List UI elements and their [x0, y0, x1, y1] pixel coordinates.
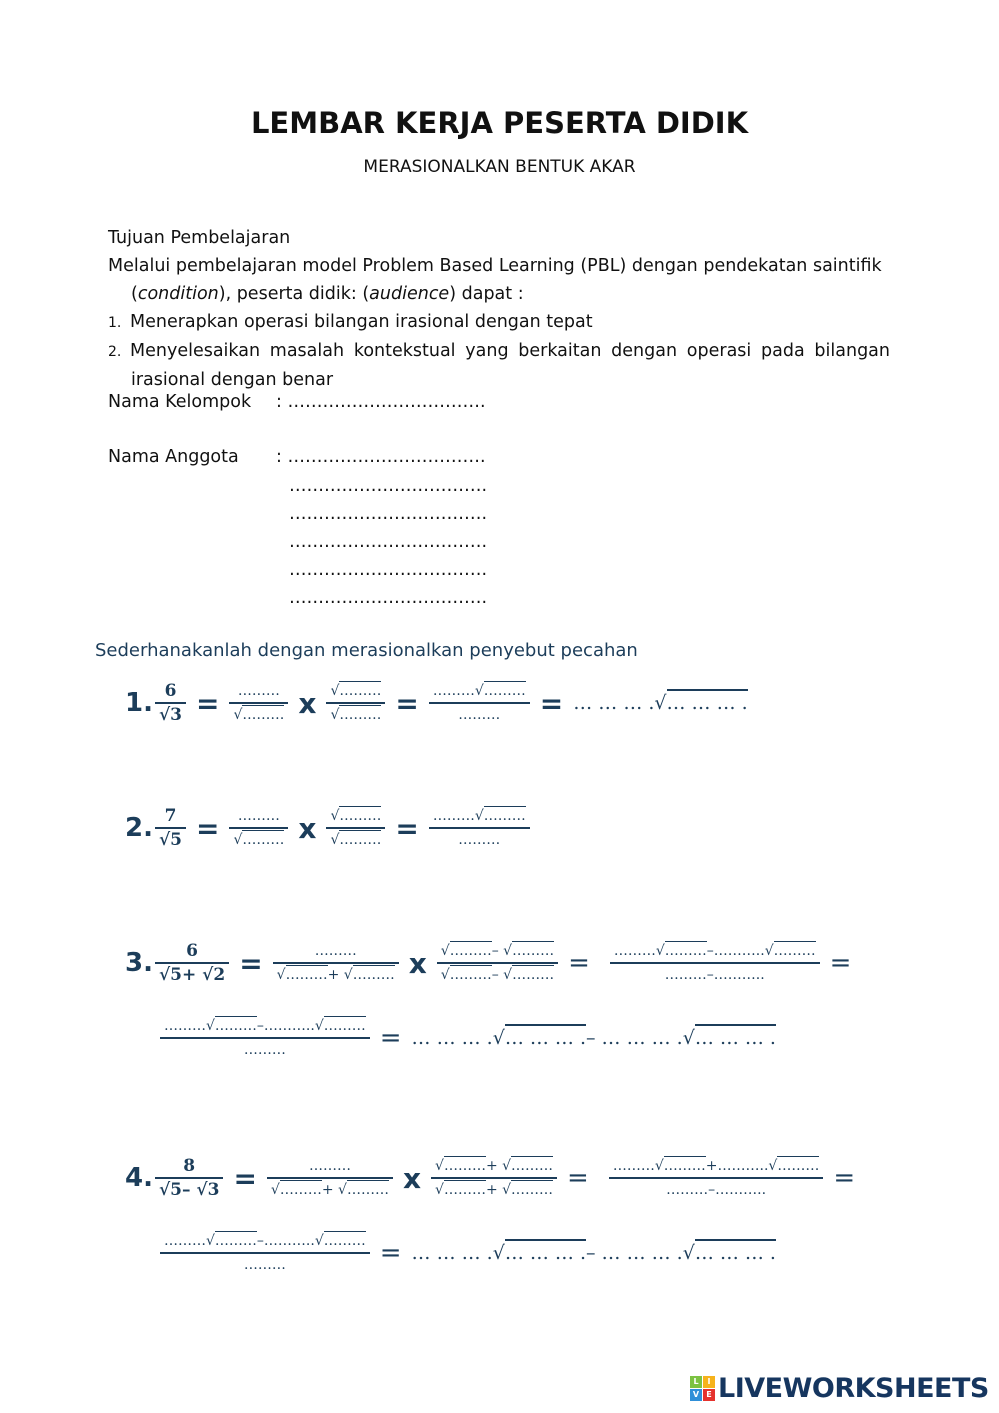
item-number: 2.	[108, 344, 122, 360]
answer-blank: ……..	[277, 1233, 315, 1249]
result-fraction[interactable]	[429, 680, 530, 726]
answer-blank: ………	[164, 1018, 206, 1034]
math-part	[326, 704, 385, 726]
problem-1	[125, 680, 748, 726]
text: ) dapat :	[449, 284, 524, 304]
sqrt-symbol: √	[492, 1242, 505, 1264]
equals: =	[196, 811, 220, 845]
problem-2	[125, 805, 530, 851]
blank[interactable]: ………	[242, 707, 285, 723]
math-part: –…	[256, 1233, 278, 1249]
math-part	[326, 680, 385, 702]
equals: =	[233, 1161, 257, 1195]
member-blank[interactable]: …………………………….	[287, 447, 486, 467]
sqrt-symbol: √	[206, 1233, 215, 1249]
sqrt-symbol: √	[682, 1242, 695, 1264]
answer-blank: ………	[352, 967, 395, 983]
objectives-heading: Tujuan Pembelajaran	[108, 228, 291, 248]
objectives	[108, 224, 890, 394]
multiplier-fraction[interactable]	[437, 940, 558, 986]
page-subtitle: MERASIONALKAN BENTUK AKAR	[363, 157, 636, 177]
sqrt-symbol: √	[440, 967, 450, 983]
equals: =	[379, 1023, 402, 1053]
answer-blank: … … … .	[411, 1027, 493, 1049]
sqrt-symbol: √	[314, 1233, 324, 1249]
answer-blank: … … … .	[505, 1024, 586, 1049]
math-part: V	[690, 1389, 702, 1401]
logo-text: LIVEWORKSHEETS	[718, 1373, 989, 1404]
sqrt-symbol: √	[764, 943, 774, 959]
math-part	[326, 805, 385, 827]
sqrt-symbol: √	[503, 943, 513, 959]
blank[interactable]: ………	[237, 683, 280, 699]
answer-blank: ………	[663, 1158, 706, 1174]
times: x	[408, 946, 427, 980]
equals: =	[395, 811, 419, 845]
math-part: 3	[170, 705, 182, 725]
problem-3	[125, 940, 861, 986]
equals: =	[568, 948, 590, 978]
math-part: –	[491, 943, 499, 959]
math-part	[429, 680, 530, 702]
answer-blank: ………	[443, 1182, 486, 1198]
answer-blank: ……..	[727, 967, 765, 983]
equals: =	[395, 686, 419, 720]
math-part: E	[703, 1389, 715, 1401]
answer-blank: ………	[285, 967, 328, 983]
given-fraction	[155, 940, 229, 986]
answer-blank: ………	[483, 808, 526, 824]
math-part	[437, 964, 558, 986]
answer-fraction[interactable]	[273, 940, 399, 986]
sqrt-symbol: √	[158, 965, 171, 985]
objective-item	[108, 308, 890, 337]
math-part	[610, 940, 820, 962]
answer-blank: ………	[432, 808, 475, 824]
sqrt-symbol: √	[330, 808, 340, 824]
answer-blank: ……..	[277, 1018, 315, 1034]
sqrt-symbol: √	[503, 967, 513, 983]
answer-blank: ………	[613, 943, 656, 959]
problem-number: 3.	[125, 948, 153, 978]
times: x	[298, 811, 317, 845]
members-field	[108, 443, 486, 471]
math-part	[437, 940, 558, 962]
simplified-fraction[interactable]	[160, 1230, 370, 1276]
math-part	[273, 964, 399, 986]
math-part	[431, 1179, 557, 1201]
math-part	[229, 829, 288, 851]
item-text: Menerapkan operasi bilangan irasional dengan tepat	[130, 312, 593, 332]
math-part	[326, 829, 385, 851]
result-fraction[interactable]	[610, 940, 820, 986]
answer-blank: ……..	[731, 1158, 769, 1174]
sqrt-symbol: √	[474, 683, 484, 699]
members-label: Nama Anggota	[108, 447, 239, 467]
math-part	[609, 1155, 823, 1177]
final-answer[interactable]	[412, 1242, 776, 1264]
instruction: Sederhanakanlah dengan merasionalkan penyebut pecahan	[95, 640, 638, 661]
final-answer[interactable]	[573, 692, 747, 714]
math-part	[160, 1230, 370, 1252]
answer-blank: ……..	[729, 1182, 767, 1198]
answer-fraction[interactable]	[229, 680, 288, 726]
sqrt-symbol: √	[330, 707, 340, 723]
math-part: +	[485, 1182, 498, 1198]
result-fraction[interactable]	[609, 1155, 823, 1201]
sqrt-symbol: √	[654, 1158, 664, 1174]
final-answer[interactable]	[412, 1027, 776, 1049]
answer-blank: ………	[323, 1233, 366, 1249]
objective-item	[108, 337, 890, 366]
times: x	[298, 686, 317, 720]
given-fraction	[155, 1155, 223, 1201]
problem-number: 1.	[125, 688, 153, 718]
math-part: 3	[207, 1180, 220, 1200]
answer-blank: ………	[443, 1158, 486, 1174]
sqrt-symbol: √	[492, 1027, 505, 1049]
sqrt-symbol: √	[654, 692, 667, 714]
liveworksheets-logo	[690, 1373, 989, 1404]
answer-blank: ………	[511, 1158, 554, 1174]
answer-blank: ………	[237, 808, 280, 824]
problem-4	[125, 1155, 865, 1201]
answer-blank: ………	[777, 1158, 820, 1174]
group-label: Nama Kelompok	[108, 392, 252, 412]
math-part: +	[182, 965, 197, 985]
problem-number: 4.	[125, 1163, 153, 1193]
item-text: Menyelesaikan masalah kontekstual yang berkaitan dengan operasi pada bilangan	[130, 341, 890, 361]
answer-blank: ………	[308, 1158, 351, 1174]
math-part: 8	[183, 1156, 196, 1176]
sqrt-symbol: √	[435, 1158, 444, 1174]
sqrt-symbol: √	[768, 1158, 778, 1174]
equals: =	[833, 1163, 856, 1193]
math-part: 7	[164, 806, 177, 826]
math-part	[155, 829, 186, 851]
math-part	[661, 964, 769, 986]
times: x	[402, 1161, 422, 1195]
answer-blank: ………	[773, 943, 816, 959]
blank[interactable]: ………	[339, 683, 382, 699]
sqrt-symbol: √	[474, 808, 484, 824]
answer-blank: ………	[242, 832, 285, 848]
sqrt-symbol: √	[206, 1018, 215, 1034]
sqrt-symbol: √	[330, 832, 340, 848]
sqrt-symbol: √	[502, 1182, 512, 1198]
text: (	[131, 284, 138, 304]
answer-blank: … … … .	[411, 1242, 493, 1264]
given-fraction	[155, 680, 186, 726]
problem-4-cont	[160, 1230, 776, 1276]
math-part: – … … … .	[586, 1027, 683, 1049]
answer-blank: … … … .	[695, 1239, 776, 1264]
member-blank[interactable]: …………………………….	[289, 588, 488, 608]
blank[interactable]: ………	[432, 683, 475, 699]
math-part	[662, 1179, 770, 1201]
blank[interactable]: ………	[483, 683, 526, 699]
multiplier-fraction[interactable]	[431, 1155, 557, 1201]
equals: =	[379, 1238, 402, 1268]
group-name-field[interactable]	[108, 388, 486, 416]
math-part	[160, 1015, 370, 1037]
colon: :	[276, 447, 282, 467]
sqrt-symbol: √	[158, 830, 171, 850]
math-part: –	[182, 1180, 191, 1200]
answer-fraction[interactable]	[229, 805, 288, 851]
sqrt-symbol: √	[682, 1027, 695, 1049]
answer-blank: … … … .	[573, 692, 655, 714]
answer-blank: … … … .	[695, 1024, 776, 1049]
given-fraction	[155, 805, 186, 851]
item-text-cont: irasional dengan benar	[131, 370, 334, 390]
answer-blank: ……..	[727, 943, 765, 959]
sqrt-symbol: √	[270, 1182, 280, 1198]
member-blank[interactable]: …………………………….	[289, 504, 488, 524]
condition-term: condition	[137, 284, 219, 304]
math-part: 5	[170, 1180, 182, 1200]
member-blank[interactable]: …………………………….	[289, 532, 488, 552]
math-part: L	[690, 1376, 702, 1388]
answer-blank: ………	[164, 1233, 206, 1249]
sqrt-symbol: √	[440, 943, 450, 959]
math-part: –…	[706, 967, 728, 983]
item-number: 1.	[108, 315, 122, 331]
problem-number: 2.	[125, 813, 153, 843]
problem-3-cont	[160, 1015, 776, 1061]
objectives-intro-cont	[108, 280, 890, 308]
sqrt-symbol: √	[158, 705, 171, 725]
answer-blank: ………	[512, 943, 555, 959]
numerator: 6	[164, 681, 177, 701]
sqrt-symbol: √	[655, 943, 665, 959]
blank[interactable]: ………	[339, 707, 382, 723]
answer-blank: ………	[612, 1158, 655, 1174]
sqrt-symbol: √	[330, 683, 340, 699]
math-part	[155, 964, 229, 986]
answer-blank: ………	[214, 1233, 257, 1249]
answer-blank: ………	[664, 943, 707, 959]
blank[interactable]: ………	[458, 707, 501, 723]
logo-icon	[690, 1376, 715, 1401]
result-fraction[interactable]	[429, 805, 530, 851]
math-part	[429, 805, 530, 827]
math-part	[431, 1155, 557, 1177]
answer-blank: ………	[339, 832, 382, 848]
math-part	[229, 704, 288, 726]
answer-blank: ………	[449, 967, 492, 983]
answer-blank: ………	[512, 967, 555, 983]
audience-term: audience	[369, 284, 450, 304]
math-part: I	[703, 1376, 715, 1388]
math-part: +	[485, 1158, 498, 1174]
answer-blank: ………	[339, 808, 382, 824]
answer-blank: ………	[243, 1042, 286, 1058]
math-part: 2	[213, 965, 226, 985]
equals: =	[539, 686, 564, 720]
math-part: 5	[170, 965, 182, 985]
math-part: 6	[186, 941, 198, 961]
answer-blank: ………	[214, 1018, 257, 1034]
member-blanks	[289, 472, 487, 612]
answer-blank: ………	[511, 1182, 554, 1198]
simplified-fraction[interactable]	[160, 1015, 370, 1061]
answer-blank: ………	[449, 943, 492, 959]
answer-blank: ………	[279, 1182, 322, 1198]
math-part	[155, 1179, 223, 1201]
equals: =	[196, 686, 220, 720]
math-part: – … … … .	[586, 1242, 683, 1264]
math-part: –…	[708, 1182, 730, 1198]
answer-blank: … … … .	[667, 689, 748, 714]
math-part: –…	[706, 943, 728, 959]
sqrt-symbol: √	[314, 1018, 324, 1034]
denominator	[155, 704, 186, 726]
sqrt-symbol: √	[435, 1182, 444, 1198]
sqrt-symbol: √	[338, 1182, 347, 1198]
equals: =	[567, 1163, 589, 1193]
multiplier-fraction[interactable]	[326, 805, 385, 851]
math-part	[267, 1179, 393, 1201]
group-blank[interactable]: …………………………….	[287, 392, 486, 412]
multiplier-fraction[interactable]	[326, 680, 385, 726]
sqrt-symbol: √	[196, 1180, 208, 1200]
colon: :	[276, 392, 282, 412]
sqrt-symbol: √	[502, 1158, 512, 1174]
math-part: –…	[256, 1018, 278, 1034]
equals: =	[829, 948, 852, 978]
sqrt-symbol: √	[158, 1180, 171, 1200]
text: ), peserta didik: (	[218, 284, 370, 304]
member-blank[interactable]: …………………………….	[289, 560, 488, 580]
objectives-intro: Melalui pembelajaran model Problem Based Learning (PBL) dengan pendekatan saintifik	[108, 256, 882, 276]
sqrt-symbol: √	[276, 967, 286, 983]
member-blank[interactable]: …………………………….	[289, 476, 488, 496]
math-part: +	[705, 1158, 718, 1174]
answer-fraction[interactable]	[267, 1155, 393, 1201]
answer-blank: ………	[666, 1182, 709, 1198]
sqrt-symbol: √	[233, 707, 243, 723]
sqrt-symbol: √	[343, 967, 353, 983]
answer-blank: ………	[243, 1257, 286, 1273]
answer-blank: ………	[664, 967, 707, 983]
math-part: +	[327, 967, 340, 983]
page-title: LEMBAR KERJA PESERTA DIDIK	[250, 106, 749, 140]
math-part: 5	[170, 830, 182, 850]
equals: =	[239, 946, 263, 980]
math-part: –	[491, 967, 499, 983]
math-part: +	[321, 1182, 334, 1198]
answer-blank: … … … .	[505, 1239, 586, 1264]
answer-blank: ………	[346, 1182, 389, 1198]
answer-blank: ………	[314, 943, 357, 959]
math-part: …	[717, 1158, 732, 1174]
answer-blank: ………	[323, 1018, 366, 1034]
sqrt-symbol: √	[233, 832, 243, 848]
answer-blank: ………	[458, 832, 501, 848]
sqrt-symbol: √	[202, 965, 214, 985]
